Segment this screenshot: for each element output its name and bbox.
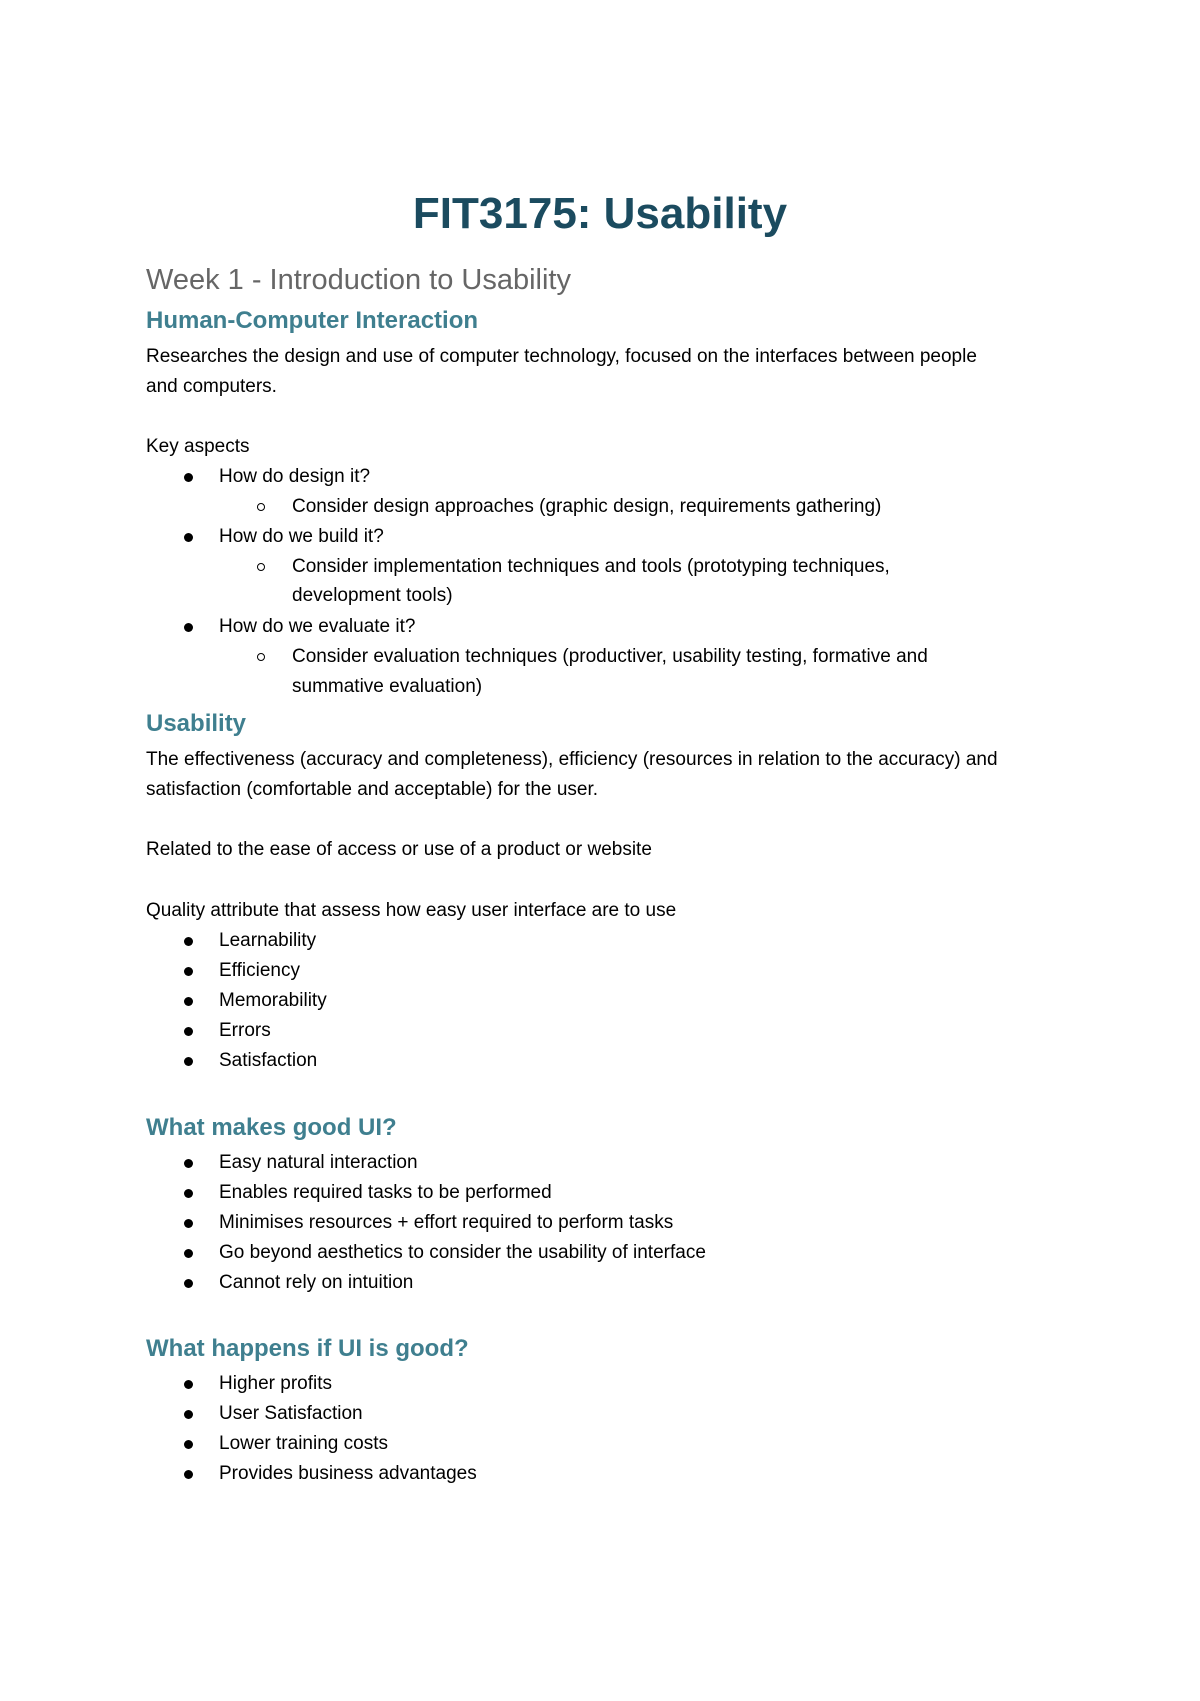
hci-desc-line2: and computers.: [146, 376, 277, 397]
bullet-icon: [184, 1410, 193, 1419]
list-item: Higher profits: [146, 1369, 1076, 1399]
list-item: Memorability: [146, 986, 1076, 1016]
bullet-icon: [184, 1380, 193, 1389]
hollow-bullet-icon: [257, 563, 265, 571]
list-item: How do design it?: [146, 462, 1076, 492]
list-item: How do we evaluate it?: [146, 612, 1076, 642]
hollow-bullet-icon: [257, 503, 265, 511]
bullet-icon: [184, 623, 193, 632]
list-item: User Satisfaction: [146, 1399, 1076, 1429]
list-item: Cannot rely on intuition: [146, 1268, 1076, 1298]
hollow-bullet-icon: [257, 653, 265, 661]
list-item: Go beyond aesthetics to consider the usability of interface: [146, 1238, 1076, 1268]
list-subitem-continuation: summative evaluation): [292, 676, 483, 697]
bullet-icon: [184, 1470, 193, 1479]
list-item: Minimises resources + effort required to perform tasks: [146, 1208, 1076, 1238]
list-item: Easy natural interaction: [146, 1148, 1076, 1178]
bullet-icon: [184, 1027, 193, 1036]
heading-hci: Human-Computer Interaction: [146, 307, 479, 334]
list-item: Learnability: [146, 926, 1076, 956]
bullet-icon: [184, 473, 193, 482]
heading-ui-good-outcomes: What happens if UI is good?: [146, 1335, 469, 1362]
bullet-icon: [184, 1057, 193, 1066]
key-aspects-label: Key aspects: [146, 436, 250, 457]
bullet-icon: [184, 967, 193, 976]
heading-usability: Usability: [146, 710, 247, 737]
list-item: Enables required tasks to be performed: [146, 1178, 1076, 1208]
list-item: Lower training costs: [146, 1429, 1076, 1459]
list-subitem: Consider evaluation techniques (productiver, usability testing, formative and: [146, 642, 1076, 672]
bullet-icon: [184, 997, 193, 1006]
usability-quality-intro: Quality attribute that assess how easy user interface are to use: [146, 900, 677, 921]
heading-good-ui: What makes good UI?: [146, 1114, 397, 1141]
list-item: Errors: [146, 1016, 1076, 1046]
hci-desc-line1: Researches the design and use of computer technology, focused on the interfaces between people: [146, 346, 977, 367]
usability-desc-line1: The effectiveness (accuracy and completeness), efficiency (resources in relation to the accuracy) and: [146, 749, 998, 770]
list-item: Provides business advantages: [146, 1459, 1076, 1489]
page-subtitle: Week 1 - Introduction to Usability: [146, 264, 571, 296]
bullet-icon: [184, 533, 193, 542]
bullet-icon: [184, 1219, 193, 1228]
list-item: How do we build it?: [146, 522, 1076, 552]
bullet-icon: [184, 1189, 193, 1198]
bullet-icon: [184, 1279, 193, 1288]
list-subitem-continuation: development tools): [292, 585, 453, 606]
usability-desc-line2: satisfaction (comfortable and acceptable) for the user.: [146, 779, 599, 800]
bullet-icon: [184, 1440, 193, 1449]
bullet-icon: [184, 1159, 193, 1168]
list-subitem: Consider implementation techniques and tools (prototyping techniques,: [146, 552, 1076, 582]
bullet-icon: [184, 1249, 193, 1258]
list-item: Satisfaction: [146, 1046, 1076, 1076]
bullet-icon: [184, 937, 193, 946]
page-title: FIT3175: Usability: [412, 189, 788, 238]
list-item: Efficiency: [146, 956, 1076, 986]
usability-related: Related to the ease of access or use of a product or website: [146, 839, 652, 860]
list-subitem: Consider design approaches (graphic design, requirements gathering): [146, 492, 1076, 522]
